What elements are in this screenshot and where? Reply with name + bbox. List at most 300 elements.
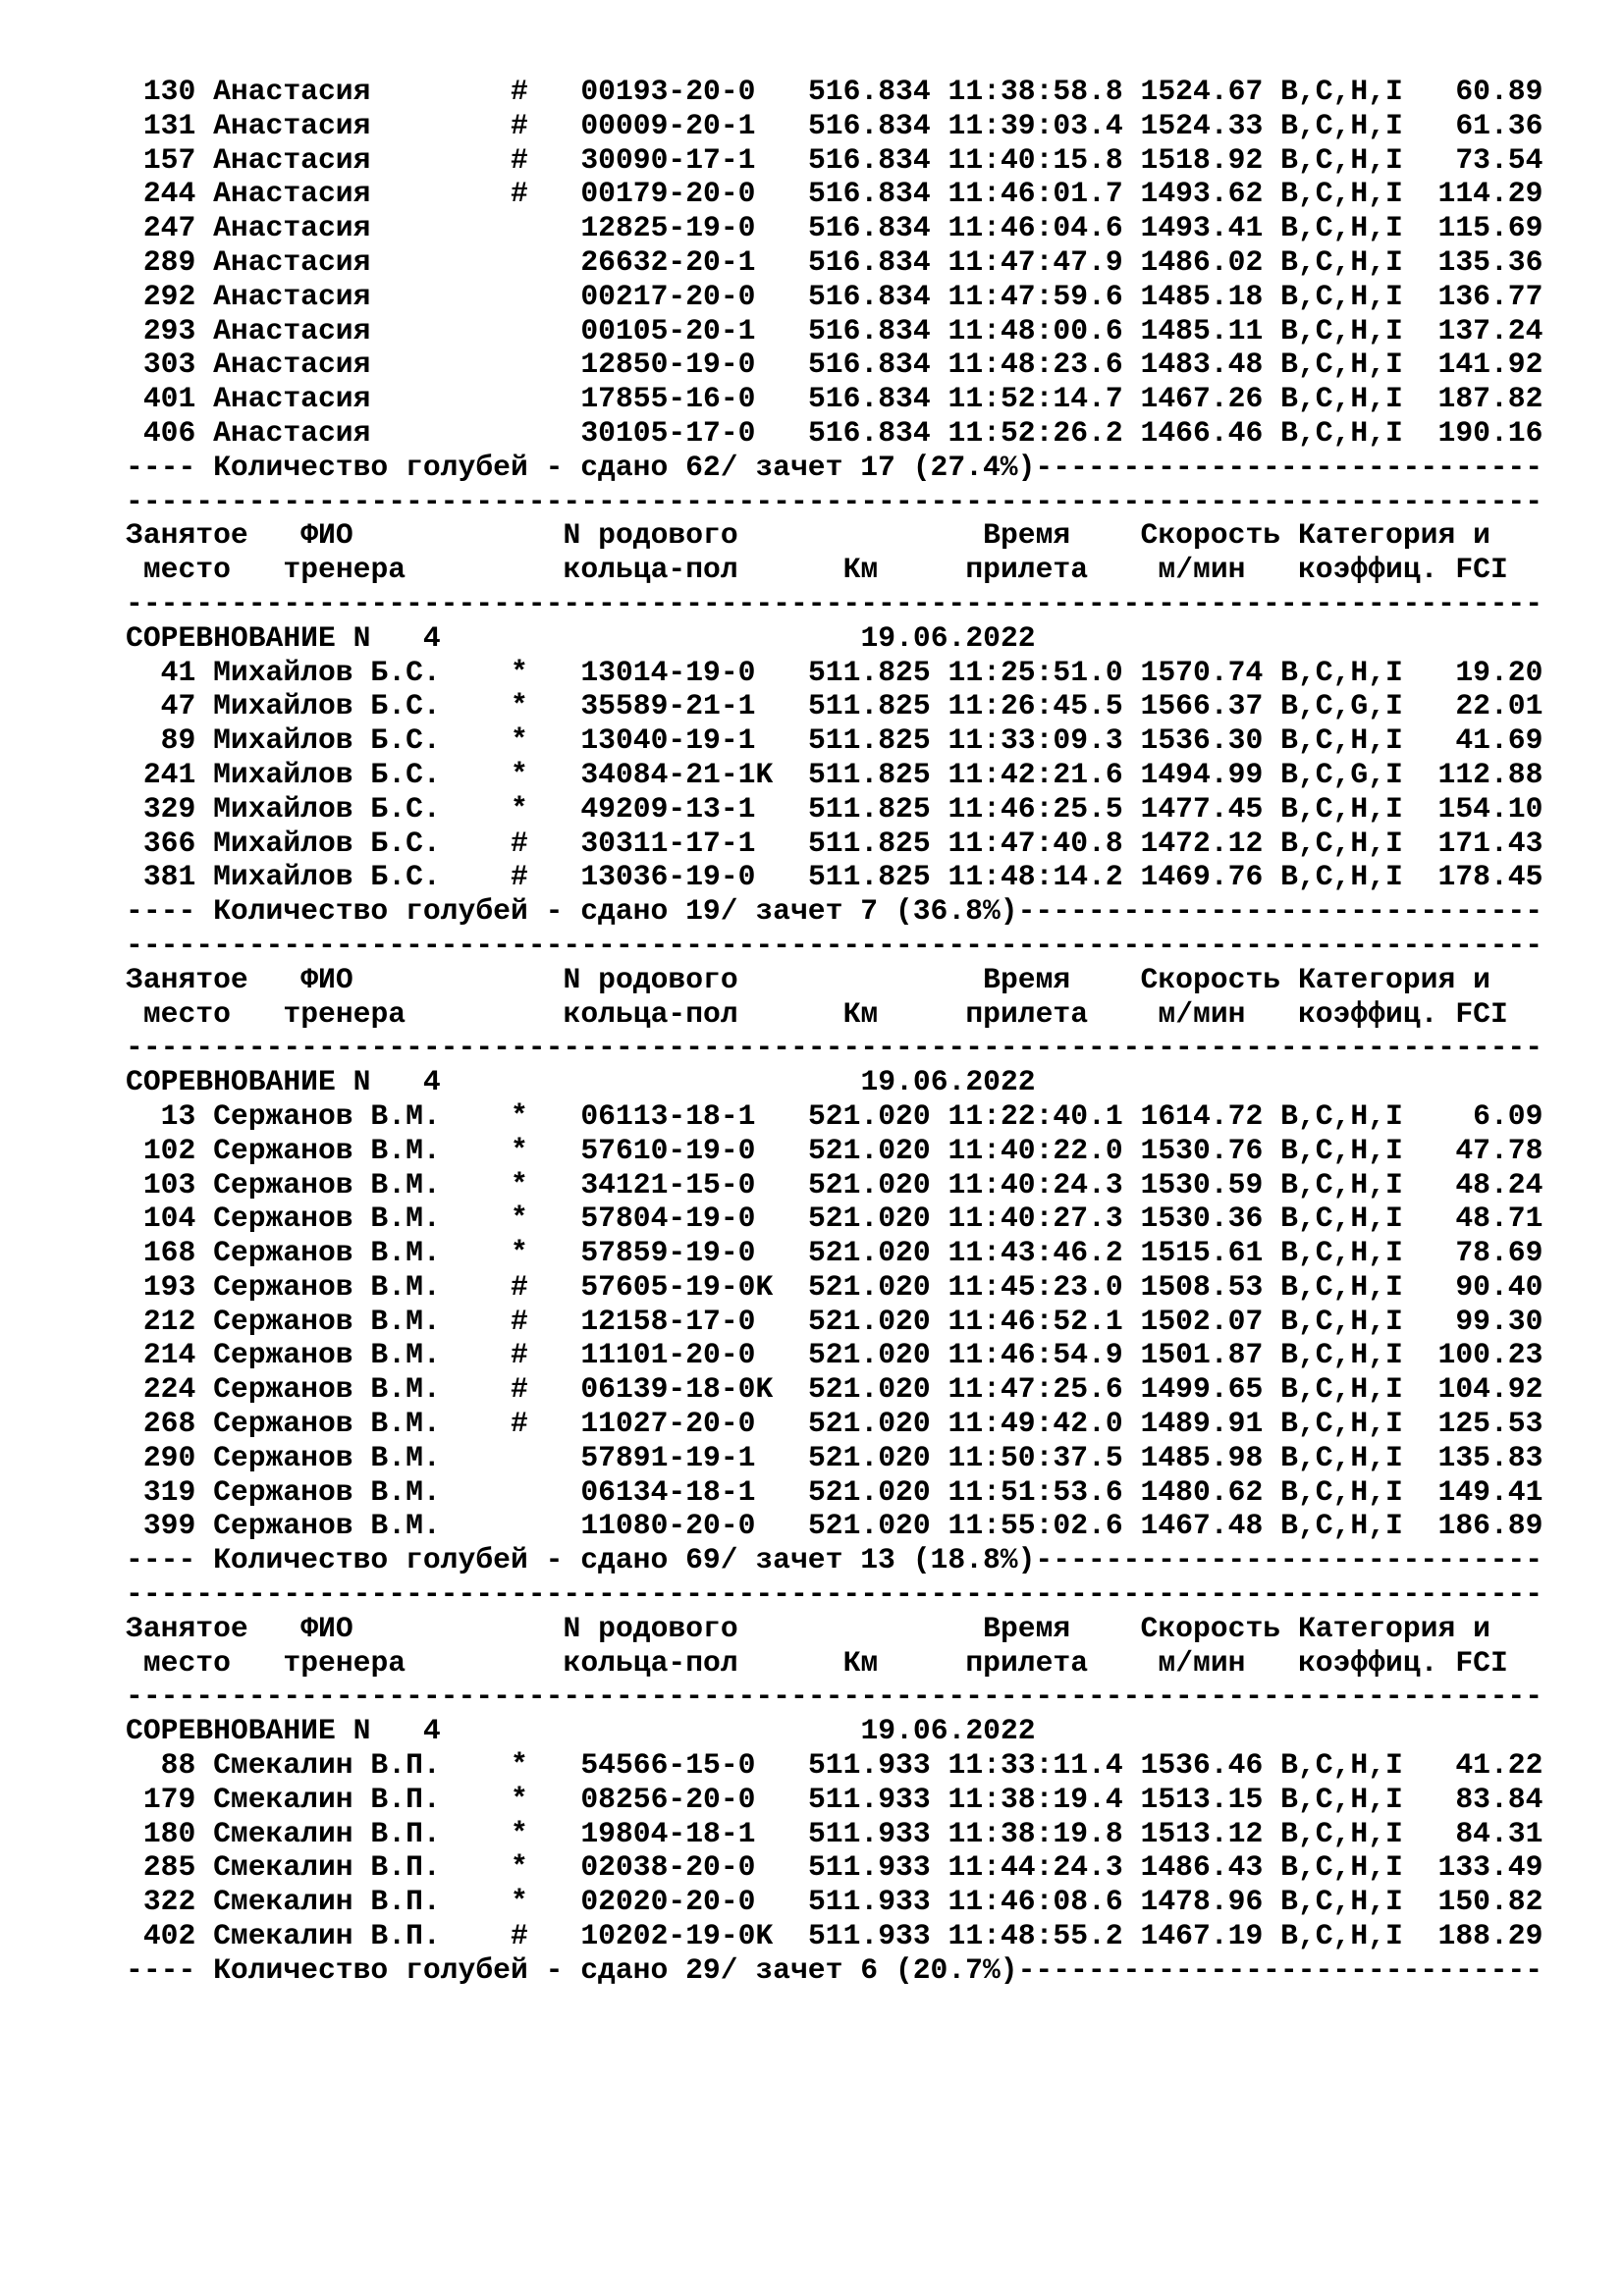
arrival-time: 11:47:40.8: [947, 826, 1123, 860]
trainer-name: Смекалин В.П.: [213, 1919, 441, 1953]
speed: 1494.99: [1140, 757, 1264, 791]
place: 319: [142, 1474, 196, 1509]
ring-number: 11027-20-0: [580, 1407, 756, 1441]
arrival-time: 11:38:58.8: [947, 75, 1123, 108]
header-time: Время: [983, 962, 1071, 996]
mark: *: [511, 757, 528, 791]
trainer-name: Михайлов Б.С.: [213, 860, 441, 894]
trainer-name: Сержанов В.М.: [213, 1269, 441, 1304]
header-km: Км: [842, 1645, 879, 1680]
header-speed-2: м/мин: [1158, 996, 1246, 1031]
speed: 1536.46: [1140, 1748, 1264, 1783]
fci-coefficient: 133.49: [1437, 1850, 1543, 1885]
header-place: Занятое: [126, 962, 248, 996]
category: B,C,H,I: [1280, 1816, 1403, 1850]
fci-coefficient: 47.78: [1455, 1133, 1543, 1167]
distance-km: 521.020: [807, 1133, 931, 1167]
place: 303: [142, 347, 196, 382]
ring-number: 12850-19-0: [580, 347, 756, 382]
mark: *: [511, 1098, 528, 1133]
fci-coefficient: 150.82: [1437, 1885, 1543, 1919]
fci-coefficient: 90.40: [1455, 1269, 1543, 1304]
trainer-name: Сержанов В.М.: [213, 1509, 441, 1543]
place: 406: [142, 415, 196, 450]
mark: #: [511, 1338, 528, 1372]
speed: 1486.43: [1140, 1850, 1264, 1885]
place: 214: [142, 1338, 196, 1372]
fci-coefficient: 61.36: [1455, 108, 1543, 142]
fci-coefficient: 6.09: [1473, 1098, 1543, 1133]
mark: *: [511, 1748, 528, 1783]
category: B,C,H,I: [1280, 655, 1403, 689]
fci-coefficient: 190.16: [1437, 415, 1543, 450]
ring-number: 06134-18-1: [580, 1474, 756, 1509]
distance-km: 511.933: [807, 1782, 931, 1816]
place: 289: [142, 244, 196, 279]
header-fci: FCI: [1455, 1645, 1508, 1680]
header-fci: FCI: [1455, 553, 1508, 587]
category: B,C,H,I: [1280, 1098, 1403, 1133]
speed: 1566.37: [1140, 689, 1264, 723]
arrival-time: 11:47:47.9: [947, 244, 1123, 279]
mark: *: [511, 1850, 528, 1885]
arrival-time: 11:47:25.6: [947, 1372, 1123, 1407]
arrival-time: 11:52:26.2: [947, 415, 1123, 450]
speed: 1524.67: [1140, 75, 1264, 108]
distance-km: 521.020: [807, 1372, 931, 1407]
speed: 1478.96: [1140, 1885, 1264, 1919]
header-category: Категория и: [1297, 962, 1490, 996]
place: 179: [142, 1782, 196, 1816]
trainer-name: Анастасия: [213, 177, 371, 211]
category: B,C,H,I: [1280, 1236, 1403, 1270]
fci-coefficient: 104.92: [1437, 1372, 1543, 1407]
header-time-2: прилета: [965, 553, 1089, 587]
fci-coefficient: 99.30: [1455, 1304, 1543, 1338]
mark: #: [511, 1304, 528, 1338]
speed: 1477.45: [1140, 791, 1264, 826]
arrival-time: 11:45:23.0: [947, 1269, 1123, 1304]
fci-coefficient: 60.89: [1455, 75, 1543, 108]
fci-coefficient: 115.69: [1437, 211, 1543, 245]
header-ring-2: кольца-пол: [563, 996, 738, 1031]
trainer-name: Сержанов В.М.: [213, 1338, 441, 1372]
trainer-name: Сержанов В.М.: [213, 1167, 441, 1201]
category: B,C,H,I: [1280, 1201, 1403, 1236]
ring-number: 57804-19-0: [580, 1201, 756, 1236]
header-category: Категория и: [1297, 1611, 1490, 1645]
summary-text: ---- Количество голубей - сдано 19/ зачет 7 (36.8%)------------------------------: [126, 894, 1543, 929]
header-ring-2: кольца-пол: [563, 1645, 738, 1680]
ring-number: 00105-20-1: [580, 313, 756, 347]
category: B,C,H,I: [1280, 723, 1403, 758]
fci-coefficient: 19.20: [1455, 655, 1543, 689]
category: B,C,H,I: [1280, 1782, 1403, 1816]
header-ring: N родового: [563, 1611, 738, 1645]
competition-date: 19.06.2022: [860, 1714, 1036, 1748]
header-time: Время: [983, 518, 1071, 553]
ring-number: 12158-17-0: [580, 1304, 756, 1338]
fci-coefficient: 100.23: [1437, 1338, 1543, 1372]
distance-km: 516.834: [807, 382, 931, 416]
distance-km: 511.933: [807, 1919, 931, 1953]
distance-km: 511.825: [807, 860, 931, 894]
mark: *: [511, 655, 528, 689]
place: 244: [142, 177, 196, 211]
arrival-time: 11:52:14.7: [947, 382, 1123, 416]
header-category: Категория и: [1297, 518, 1490, 553]
arrival-time: 11:33:09.3: [947, 723, 1123, 758]
trainer-name: Анастасия: [213, 244, 371, 279]
mark: *: [511, 1236, 528, 1270]
trainer-name: Смекалин В.П.: [213, 1782, 441, 1816]
ring-number: 13036-19-0: [580, 860, 756, 894]
speed: 1493.41: [1140, 211, 1264, 245]
header-coef: коэффиц.: [1297, 996, 1438, 1031]
category: B,C,H,I: [1280, 1850, 1403, 1885]
header-ring: N родового: [563, 518, 738, 553]
category: B,C,H,I: [1280, 75, 1403, 108]
fci-coefficient: 187.82: [1437, 382, 1543, 416]
category: B,C,H,I: [1280, 177, 1403, 211]
place: 41: [160, 655, 196, 689]
header-place-2: место: [142, 996, 231, 1031]
ring-number: 00217-20-0: [580, 279, 756, 313]
competition-title: СОРЕВНОВАНИЕ N 4: [126, 1065, 441, 1099]
arrival-time: 11:46:01.7: [947, 177, 1123, 211]
header-name: ФИО: [300, 962, 353, 996]
fci-coefficient: 78.69: [1455, 1236, 1543, 1270]
summary-text: ---- Количество голубей - сдано 69/ зачет 13 (18.8%)-----------------------------: [126, 1543, 1543, 1577]
arrival-time: 11:48:14.2: [947, 860, 1123, 894]
category: B,C,H,I: [1280, 108, 1403, 142]
rule-text: ---------------------------------------------------------------------------------: [126, 1031, 1543, 1065]
place: 322: [142, 1885, 196, 1919]
place: 168: [142, 1236, 196, 1270]
header-place-2: место: [142, 553, 231, 587]
trainer-name: Михайлов Б.С.: [213, 723, 441, 758]
trainer-name: Михайлов Б.С.: [213, 826, 441, 860]
trainer-name: Сержанов В.М.: [213, 1236, 441, 1270]
category: B,C,H,I: [1280, 1474, 1403, 1509]
header-speed: Скорость: [1140, 962, 1281, 996]
trainer-name: Сержанов В.М.: [213, 1474, 441, 1509]
mark: #: [511, 1372, 528, 1407]
mark: #: [511, 108, 528, 142]
place: 366: [142, 826, 196, 860]
fci-coefficient: 137.24: [1437, 313, 1543, 347]
distance-km: 521.020: [807, 1269, 931, 1304]
speed: 1485.18: [1140, 279, 1264, 313]
ring-number: 02020-20-0: [580, 1885, 756, 1919]
ring-number: 57859-19-0: [580, 1236, 756, 1270]
summary-text: ---- Количество голубей - сдано 62/ зачет 17 (27.4%)-----------------------------: [126, 450, 1543, 484]
header-name-2: тренера: [283, 996, 406, 1031]
distance-km: 511.933: [807, 1748, 931, 1783]
place: 292: [142, 279, 196, 313]
ring-number: 57605-19-0K: [580, 1269, 774, 1304]
header-coef: коэффиц.: [1297, 553, 1438, 587]
speed: 1536.30: [1140, 723, 1264, 758]
header-speed-2: м/мин: [1158, 553, 1246, 587]
trainer-name: Михайлов Б.С.: [213, 757, 441, 791]
distance-km: 516.834: [807, 347, 931, 382]
distance-km: 516.834: [807, 415, 931, 450]
distance-km: 521.020: [807, 1338, 931, 1372]
speed: 1483.48: [1140, 347, 1264, 382]
mark: *: [511, 1885, 528, 1919]
trainer-name: Сержанов В.М.: [213, 1372, 441, 1407]
header-km: Км: [842, 553, 879, 587]
fci-coefficient: 141.92: [1437, 347, 1543, 382]
ring-number: 54566-15-0: [580, 1748, 756, 1783]
fci-coefficient: 135.83: [1437, 1440, 1543, 1474]
speed: 1530.36: [1140, 1201, 1264, 1236]
ring-number: 02038-20-0: [580, 1850, 756, 1885]
ring-number: 10202-19-0K: [580, 1919, 774, 1953]
competition-title: СОРЕВНОВАНИЕ N 4: [126, 620, 441, 655]
header-km: Км: [842, 996, 879, 1031]
category: B,C,H,I: [1280, 1440, 1403, 1474]
competition-date: 19.06.2022: [860, 620, 1036, 655]
mark: *: [511, 723, 528, 758]
trainer-name: Михайлов Б.С.: [213, 791, 441, 826]
fci-coefficient: 112.88: [1437, 757, 1543, 791]
place: 88: [160, 1748, 196, 1783]
speed: 1467.19: [1140, 1919, 1264, 1953]
header-name: ФИО: [300, 518, 353, 553]
fci-coefficient: 135.36: [1437, 244, 1543, 279]
category: B,C,H,I: [1280, 1269, 1403, 1304]
arrival-time: 11:33:11.4: [947, 1748, 1123, 1783]
arrival-time: 11:48:23.6: [947, 347, 1123, 382]
header-place: Занятое: [126, 1611, 248, 1645]
distance-km: 521.020: [807, 1167, 931, 1201]
category: B,C,H,I: [1280, 142, 1403, 177]
mark: #: [511, 1407, 528, 1441]
summary-text: ---- Количество голубей - сдано 29/ зачет 6 (20.7%)------------------------------: [126, 1952, 1543, 1987]
fci-coefficient: 171.43: [1437, 826, 1543, 860]
place: 180: [142, 1816, 196, 1850]
mark: #: [511, 177, 528, 211]
category: B,C,H,I: [1280, 1372, 1403, 1407]
mark: #: [511, 860, 528, 894]
distance-km: 521.020: [807, 1440, 931, 1474]
trainer-name: Анастасия: [213, 347, 371, 382]
distance-km: 516.834: [807, 177, 931, 211]
category: B,C,H,I: [1280, 1133, 1403, 1167]
distance-km: 521.020: [807, 1407, 931, 1441]
trainer-name: Анастасия: [213, 382, 371, 416]
distance-km: 511.933: [807, 1850, 931, 1885]
header-place-2: место: [142, 1645, 231, 1680]
header-fci: FCI: [1455, 996, 1508, 1031]
place: 157: [142, 142, 196, 177]
distance-km: 511.825: [807, 655, 931, 689]
arrival-time: 11:40:22.0: [947, 1133, 1123, 1167]
rule-text: ---------------------------------------------------------------------------------: [126, 586, 1543, 620]
fci-coefficient: 83.84: [1455, 1782, 1543, 1816]
fci-coefficient: 22.01: [1455, 689, 1543, 723]
distance-km: 516.834: [807, 108, 931, 142]
trainer-name: Смекалин В.П.: [213, 1885, 441, 1919]
distance-km: 521.020: [807, 1304, 931, 1338]
place: 130: [142, 75, 196, 108]
header-time-2: прилета: [965, 1645, 1089, 1680]
arrival-time: 11:46:54.9: [947, 1338, 1123, 1372]
mark: #: [511, 142, 528, 177]
mark: *: [511, 1133, 528, 1167]
header-name-2: тренера: [283, 1645, 406, 1680]
fci-coefficient: 186.89: [1437, 1509, 1543, 1543]
place: 241: [142, 757, 196, 791]
arrival-time: 11:22:40.1: [947, 1098, 1123, 1133]
place: 131: [142, 108, 196, 142]
speed: 1570.74: [1140, 655, 1264, 689]
arrival-time: 11:48:55.2: [947, 1919, 1123, 1953]
ring-number: 00193-20-0: [580, 75, 756, 108]
distance-km: 516.834: [807, 244, 931, 279]
category: B,C,H,I: [1280, 244, 1403, 279]
speed: 1501.87: [1140, 1338, 1264, 1372]
trainer-name: Анастасия: [213, 211, 371, 245]
arrival-time: 11:51:53.6: [947, 1474, 1123, 1509]
mark: *: [511, 1816, 528, 1850]
place: 381: [142, 860, 196, 894]
fci-coefficient: 149.41: [1437, 1474, 1543, 1509]
ring-number: 19804-18-1: [580, 1816, 756, 1850]
place: 285: [142, 1850, 196, 1885]
speed: 1530.76: [1140, 1133, 1264, 1167]
mark: #: [511, 1269, 528, 1304]
fci-coefficient: 41.69: [1455, 723, 1543, 758]
speed: 1518.92: [1140, 142, 1264, 177]
place: 89: [160, 723, 196, 758]
rule-text: ---------------------------------------------------------------------------------: [126, 484, 1543, 518]
fci-coefficient: 154.10: [1437, 791, 1543, 826]
arrival-time: 11:26:45.5: [947, 689, 1123, 723]
arrival-time: 11:55:02.6: [947, 1509, 1123, 1543]
place: 103: [142, 1167, 196, 1201]
distance-km: 511.825: [807, 723, 931, 758]
trainer-name: Анастасия: [213, 108, 371, 142]
distance-km: 511.825: [807, 826, 931, 860]
place: 290: [142, 1440, 196, 1474]
trainer-name: Анастасия: [213, 313, 371, 347]
arrival-time: 11:44:24.3: [947, 1850, 1123, 1885]
ring-number: 17855-16-0: [580, 382, 756, 416]
rule-text: ---------------------------------------------------------------------------------: [126, 928, 1543, 962]
speed: 1485.98: [1140, 1440, 1264, 1474]
fci-coefficient: 84.31: [1455, 1816, 1543, 1850]
distance-km: 516.834: [807, 142, 931, 177]
arrival-time: 11:42:21.6: [947, 757, 1123, 791]
header-place: Занятое: [126, 518, 248, 553]
distance-km: 521.020: [807, 1201, 931, 1236]
mark: *: [511, 791, 528, 826]
trainer-name: Смекалин В.П.: [213, 1816, 441, 1850]
arrival-time: 11:46:04.6: [947, 211, 1123, 245]
trainer-name: Михайлов Б.С.: [213, 689, 441, 723]
mark: *: [511, 1167, 528, 1201]
competition-title: СОРЕВНОВАНИЕ N 4: [126, 1714, 441, 1748]
speed: 1508.53: [1140, 1269, 1264, 1304]
arrival-time: 11:38:19.8: [947, 1816, 1123, 1850]
fci-coefficient: 188.29: [1437, 1919, 1543, 1953]
speed: 1485.11: [1140, 313, 1264, 347]
trainer-name: Смекалин В.П.: [213, 1850, 441, 1885]
header-time-2: прилета: [965, 996, 1089, 1031]
speed: 1467.48: [1140, 1509, 1264, 1543]
distance-km: 511.825: [807, 757, 931, 791]
category: B,C,H,I: [1280, 826, 1403, 860]
speed: 1493.62: [1140, 177, 1264, 211]
place: 212: [142, 1304, 196, 1338]
header-coef: коэффиц.: [1297, 1645, 1438, 1680]
arrival-time: 11:39:03.4: [947, 108, 1123, 142]
trainer-name: Анастасия: [213, 415, 371, 450]
ring-number: 49209-13-1: [580, 791, 756, 826]
speed: 1524.33: [1140, 108, 1264, 142]
trainer-name: Анастасия: [213, 279, 371, 313]
header-speed-2: м/мин: [1158, 1645, 1246, 1680]
distance-km: 521.020: [807, 1236, 931, 1270]
arrival-time: 11:40:15.8: [947, 142, 1123, 177]
category: B,C,H,I: [1280, 1748, 1403, 1783]
speed: 1530.59: [1140, 1167, 1264, 1201]
speed: 1502.07: [1140, 1304, 1264, 1338]
category: B,C,H,I: [1280, 1885, 1403, 1919]
header-ring: N родового: [563, 962, 738, 996]
ring-number: 06113-18-1: [580, 1098, 756, 1133]
category: B,C,H,I: [1280, 1338, 1403, 1372]
category: B,C,H,I: [1280, 860, 1403, 894]
speed: 1614.72: [1140, 1098, 1264, 1133]
header-time: Время: [983, 1611, 1071, 1645]
distance-km: 516.834: [807, 279, 931, 313]
fci-coefficient: 136.77: [1437, 279, 1543, 313]
category: B,C,H,I: [1280, 1509, 1403, 1543]
arrival-time: 11:25:51.0: [947, 655, 1123, 689]
ring-number: 30105-17-0: [580, 415, 756, 450]
arrival-time: 11:40:24.3: [947, 1167, 1123, 1201]
trainer-name: Сержанов В.М.: [213, 1440, 441, 1474]
place: 13: [160, 1098, 196, 1133]
arrival-time: 11:40:27.3: [947, 1201, 1123, 1236]
trainer-name: Сержанов В.М.: [213, 1407, 441, 1441]
ring-number: 57891-19-1: [580, 1440, 756, 1474]
header-speed: Скорость: [1140, 518, 1281, 553]
arrival-time: 11:46:52.1: [947, 1304, 1123, 1338]
mark: *: [511, 689, 528, 723]
place: 102: [142, 1133, 196, 1167]
ring-number: 12825-19-0: [580, 211, 756, 245]
ring-number: 35589-21-1: [580, 689, 756, 723]
arrival-time: 11:48:00.6: [947, 313, 1123, 347]
speed: 1469.76: [1140, 860, 1264, 894]
category: B,C,H,I: [1280, 1919, 1403, 1953]
header-ring-2: кольца-пол: [563, 553, 738, 587]
place: 399: [142, 1509, 196, 1543]
category: B,C,G,I: [1280, 757, 1403, 791]
ring-number: 30090-17-1: [580, 142, 756, 177]
trainer-name: Анастасия: [213, 75, 371, 108]
place: 193: [142, 1269, 196, 1304]
ring-number: 30311-17-1: [580, 826, 756, 860]
rule-text: ---------------------------------------------------------------------------------: [126, 1680, 1543, 1714]
distance-km: 516.834: [807, 313, 931, 347]
mark: *: [511, 1782, 528, 1816]
